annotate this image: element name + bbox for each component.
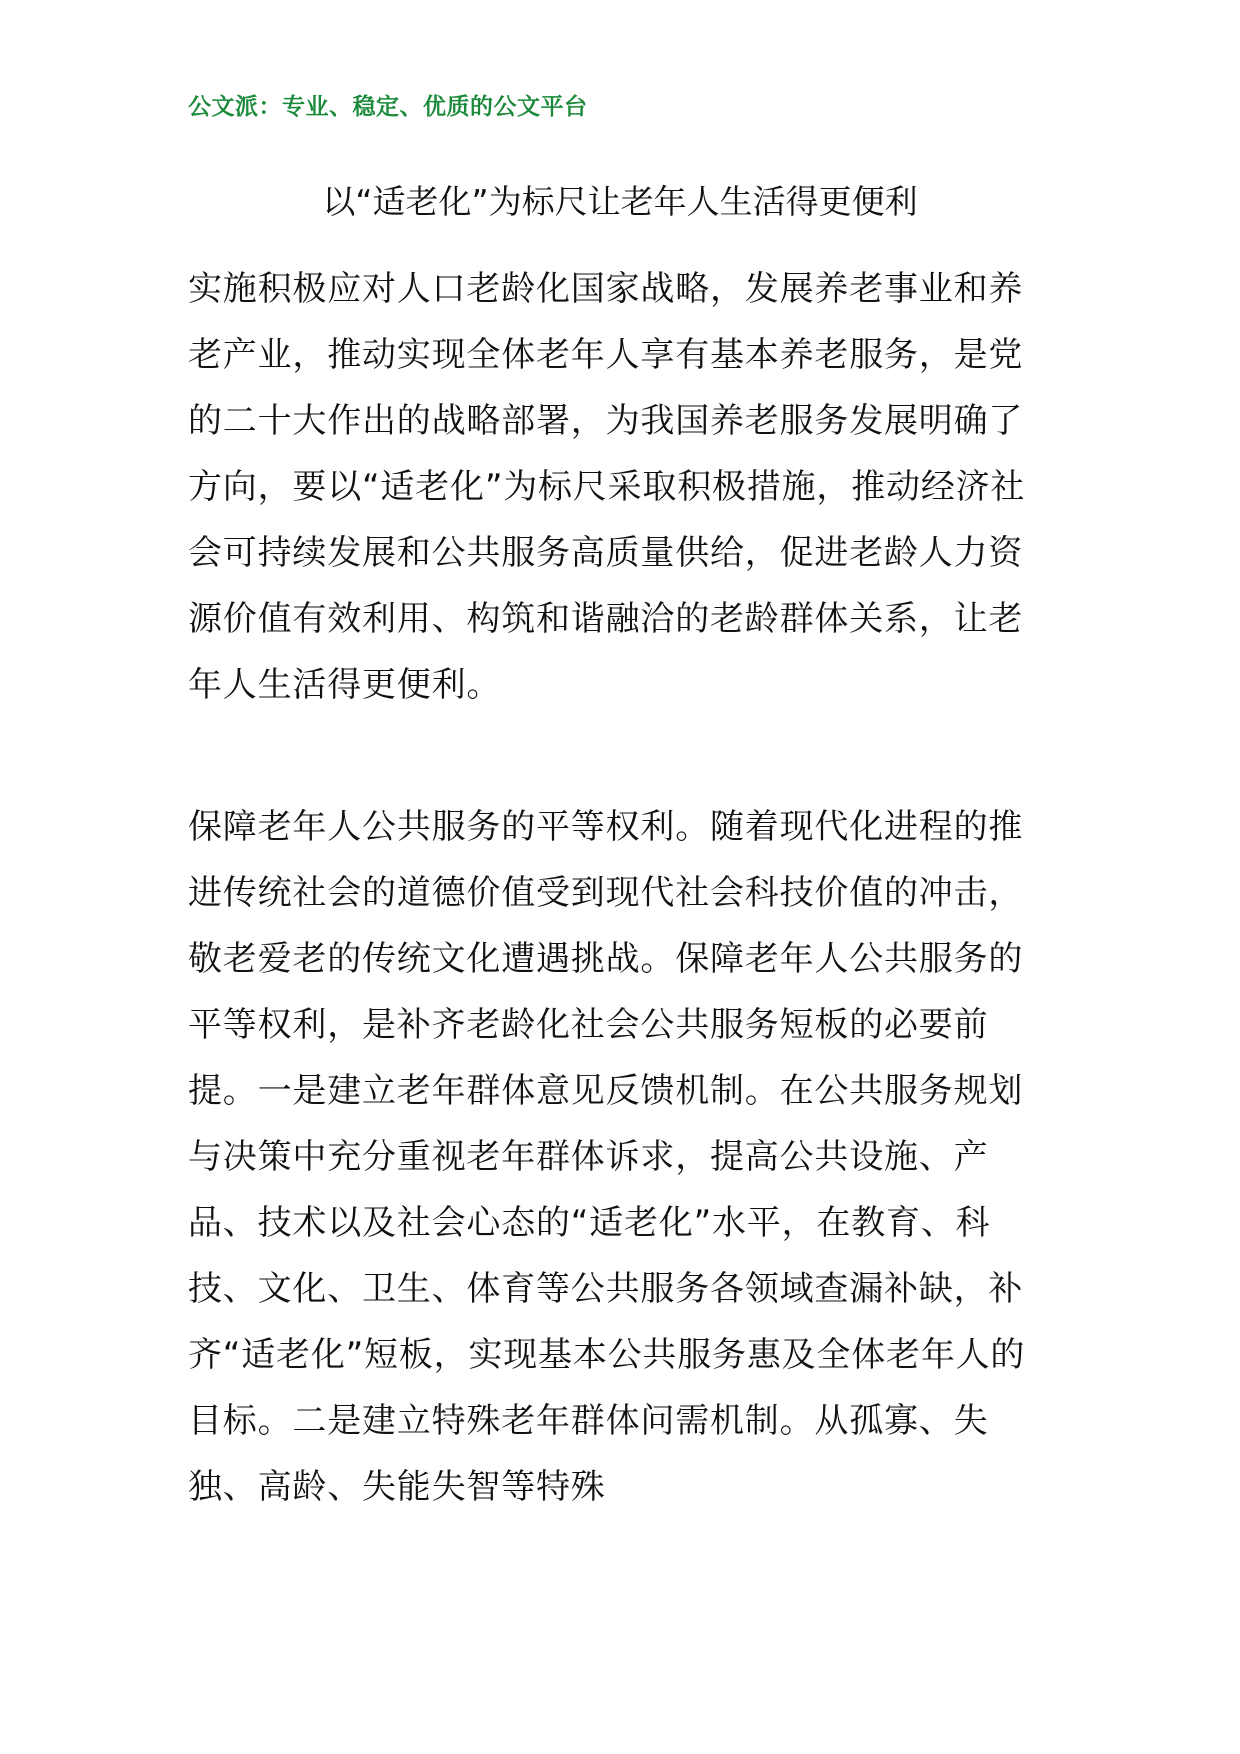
platform-header-line: 公文派：专业、稳定、优质的公文平台 <box>188 94 588 120</box>
body-paragraph-2: 保障老年人公共服务的平等权利。随着现代化进程的推进传统社会的道德价值受到现代社会科技价值的冲击，敬老爱老的传统文化遭遇挑战。保障老年人公共服务的平等权利，是补齐老龄化社会公共服务短板的必要前提。一是建立老年群体意见反馈机制。在公共服务规划与决策中充分重视老年群体诉求，提高公共设施、产品、技术以及社会心态的“适老化”水平，在教育、科技、文化、卫生、体育等公共服务各领域查漏补缺，补齐“适老化”短板，实现基本公共服务惠及全体老年人的目标。二是建立特殊老年群体问需机制。从孤寡、失独、高龄、失能失智等特殊 <box>188 807 1026 1507</box>
document-title: 以“适老化”为标尺让老年人生活得更便利 <box>322 182 918 221</box>
body-paragraph-1: 实施积极应对人口老龄化国家战略，发展养老事业和养老产业，推动实现全体老年人享有基本养老服务，是党的二十大作出的战略部署，为我国养老服务发展明确了方向，要以“适老化”为标尺采取积极措施，推动经济社会可持续发展和公共服务高质量供给，促进老龄人力资源价值有效利用、构筑和谐融洽的老龄群体关系，让老年人生活得更便利。 <box>188 269 1026 705</box>
